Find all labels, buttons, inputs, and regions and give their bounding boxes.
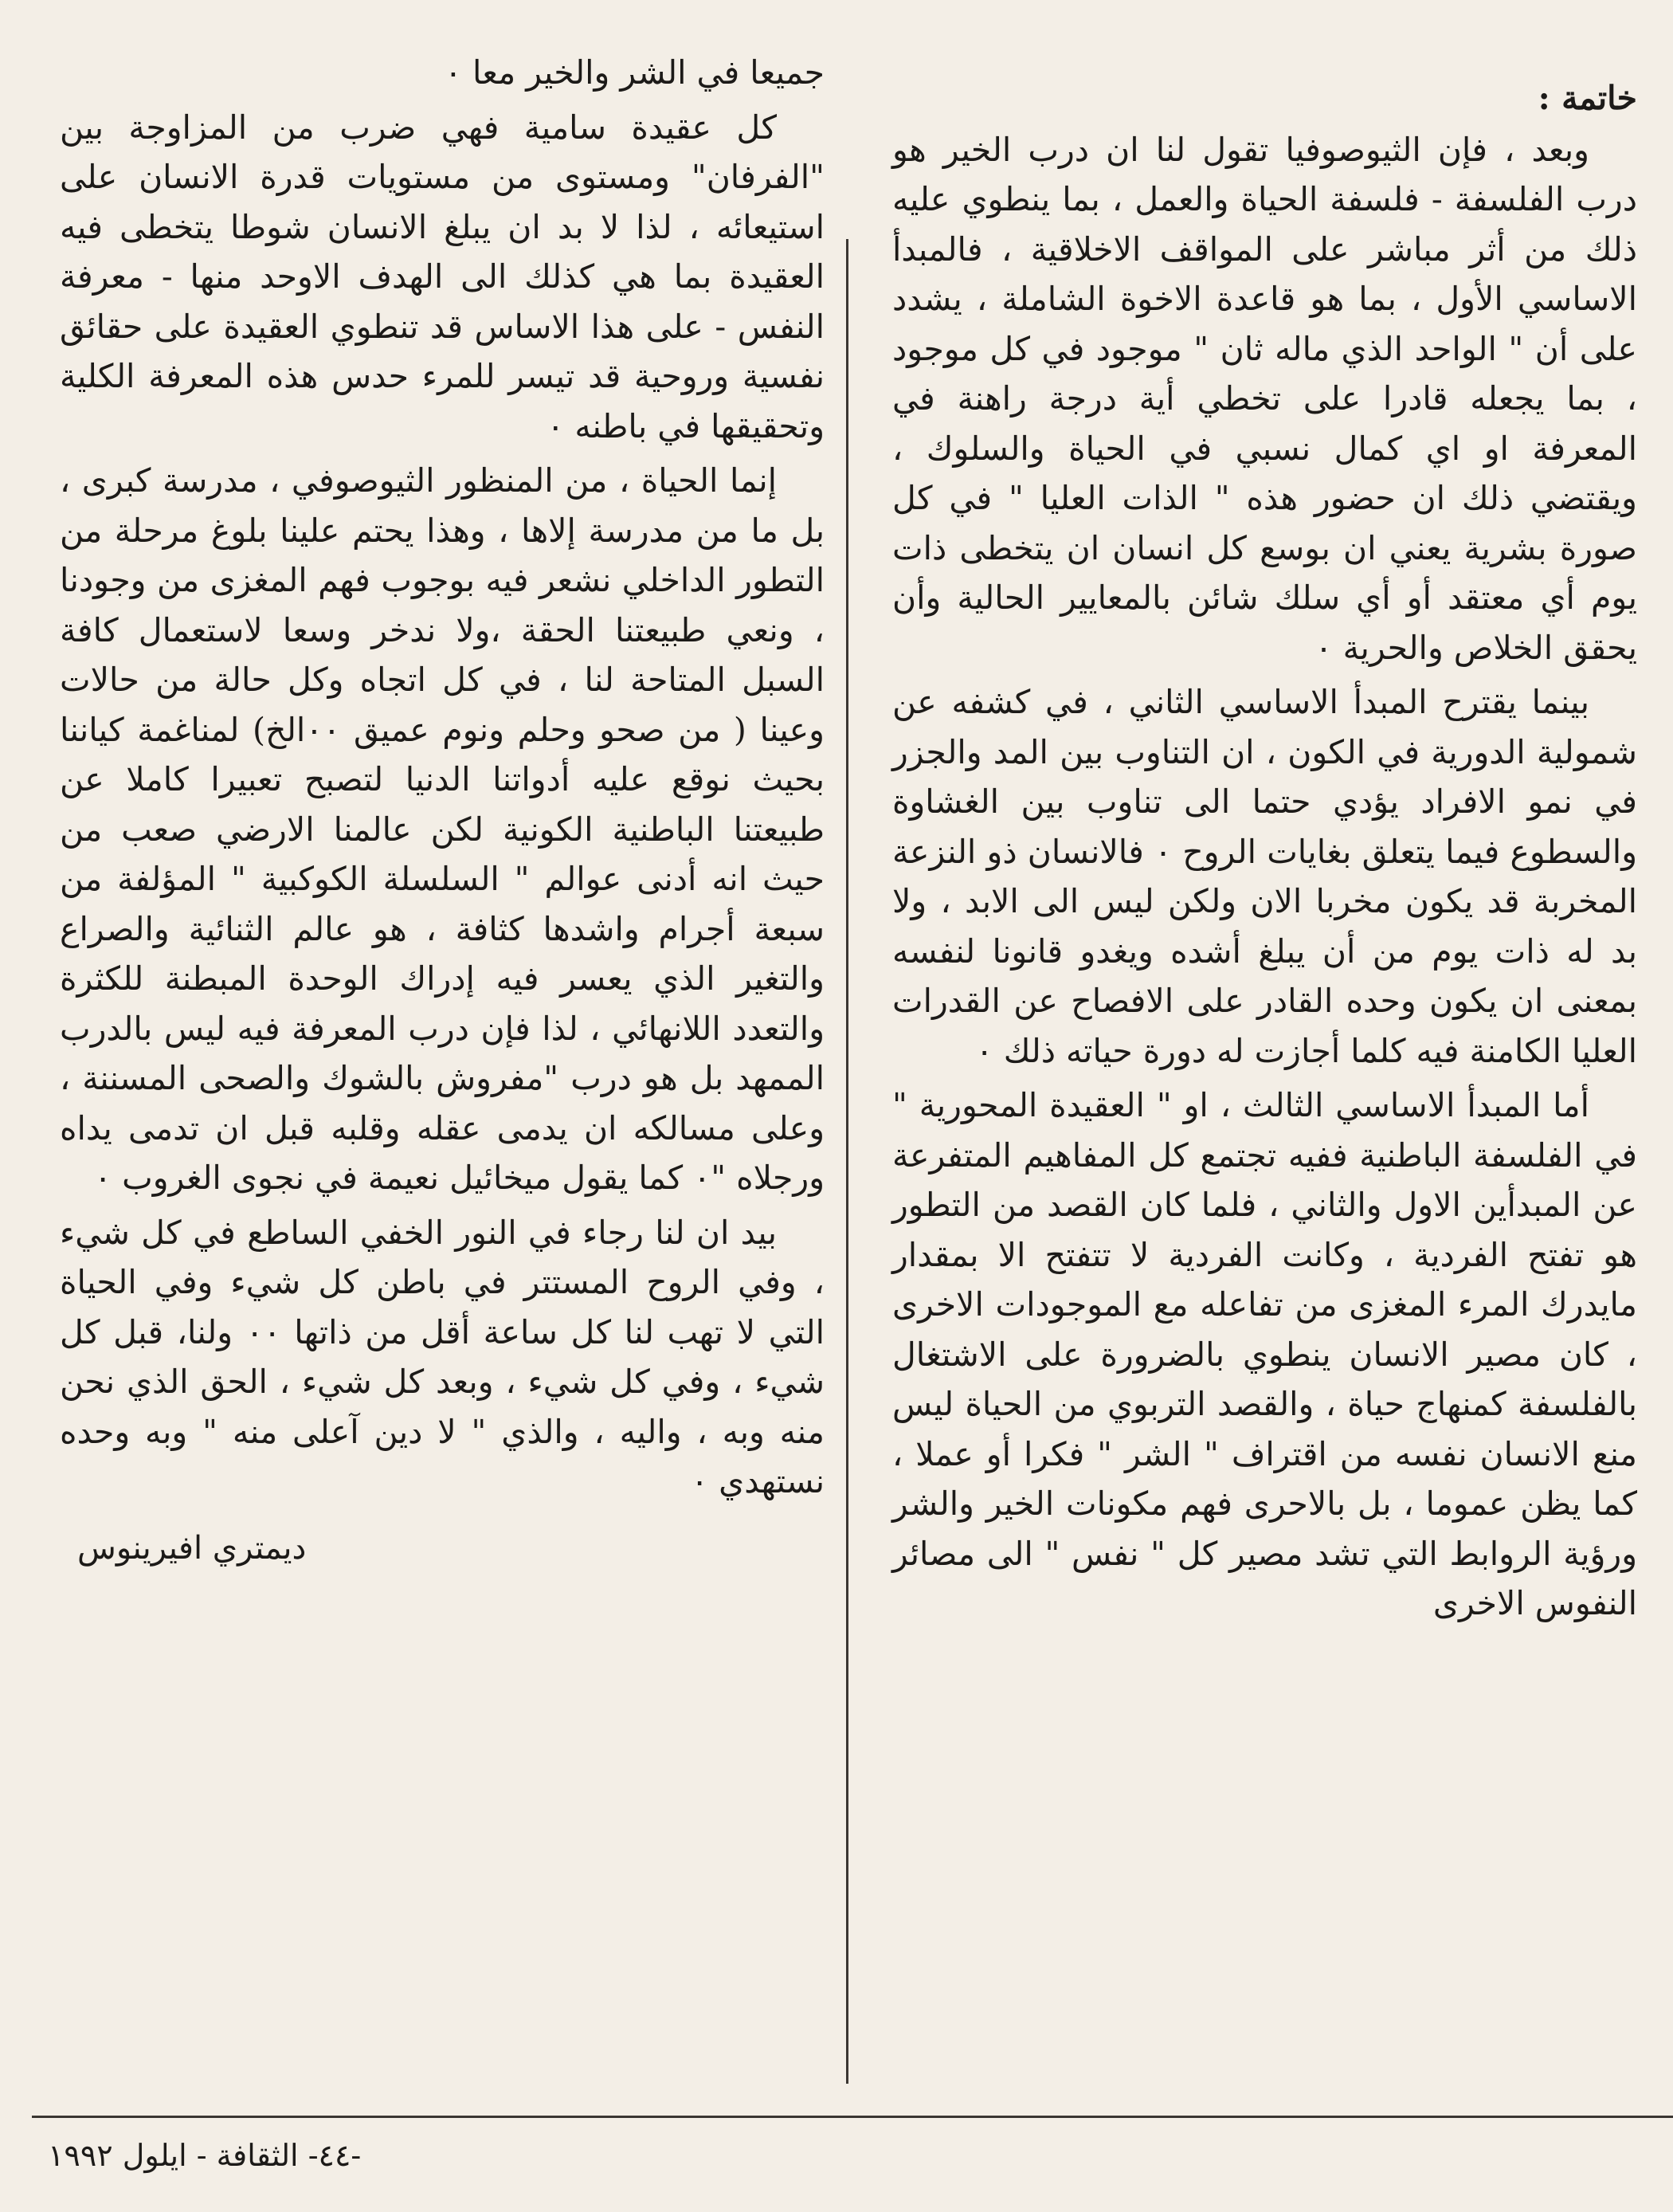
footer-rule: [32, 2116, 1673, 2118]
paragraph: إنما الحياة ، من المنظور الثيوصوفي ، مدرسة كبرى ، بل ما من مدرسة إلاها ، وهذا يحتم علينا بلوغ مرحلة من التطور الداخلي نشعر فيه بوجوب فهم المغزى من وجودنا ، ونعي طبيعتنا الحقة ،ولا ندخر وسعا لاستعمال كافة السبل المتاحة لنا ، في كل اتجاه وكل حالة من حالات وعينا ( من صحو وحلم ونوم عميق ٠٠الخ) لمناغمة كياننا بحيث نوقع عليه أدواتنا الدنيا لتصبح تعبيرا كاملا عن طبيعتنا الباطنية الكونية لكن عالمنا الارضي صعب من حيث انه أدنى عوالم " السلسلة الكوكبية " المؤلفة من سبعة أجرام واشدها كثافة ، هو عالم الثنائية والصراع والتغير الذي يعسر فيه إدراك الوحدة المبطنة للكثرة والتعدد اللانهائي ، لذا فإن درب المعرفة فيه ليس بالدرب الممهد بل هو درب "مفروش بالشوك والصحى المسننة ، وعلى مسالكه ان يدمى عقله وقلبه قبل ان تدمى يداه ورجلاه "٠ كما يقول ميخائيل نعيمة في نجوى الغروب ٠: [60, 461, 825, 1197]
left-column: [60, 48, 825, 1572]
paragraph: جميعا في الشر والخير معا ٠: [444, 53, 825, 92]
column-divider: [846, 239, 848, 2084]
paragraph: بيد ان لنا رجاء في النور الخفي الساطع في كل شيء ، وفي الروح المستتر في باطن كل شيء وفي الحياة التي لا تهب لنا كل ساعة أقل من ذاتها ٠٠ ولنا، قبل كل شيء ، وفي كل شيء ، وبعد كل شيء ، الحق الذي نحن منه وبه ، واليه ، والذي " لا دين آعلى منه " وبه وحده نستهدي ٠: [60, 1213, 825, 1500]
author-signature: ديمتري افيرينوس: [77, 1529, 307, 1567]
paragraph: وبعد ، فإن الثيوصوفيا تقول لنا ان درب الخير هو درب الفلسفة - فلسفة الحياة والعمل ، بما ينطوي عليه ذلك من أثر مباشر على المواقف الاخلاقية ، فالمبدأ الاساسي الأول ، بما هو قاعدة الاخوة الشاملة ، يشدد على أن " الواحد الذي ماله ثان " موجود في كل موجود ، بما يجعله قادرا على تخطي أية درجة راهنة في المعرفة او اي كمال نسبي في الحياة والسلوك ، ويقتضي ذلك ان حضور هذه " الذات العليا " في كل صورة بشرية يعني ان بوسع كل انسان ان يتخطى ذات يوم أي معتقد أو أي سلك شائن بالمعايير الحالية وأن يحقق الخلاص والحرية ٠: [892, 130, 1637, 667]
paragraph: كل عقيدة سامية فهي ضرب من المزاوجة بين "الفرفان" ومستوى من مستويات قدرة الانسان على استيعائه ، لذا لا بد ان يبلغ الانسان شوطا يتخطى فيه العقيدة بما هي كذلك الى الهدف الاوحد منها - معرفة النفس - على هذا الاساس قد تنطوي العقيدة على حقائق نفسية وروحية قد تيسر للمرء حدس هذه المعرفة الكلية وتحقيقها في باطنه ٠: [60, 108, 825, 445]
page-footer: -٤٤- الثقافة - ايلول ١٩٩٢: [48, 2138, 362, 2173]
paragraph: بينما يقترح المبدأ الاساسي الثاني ، في كشفه عن شمولية الدورية في الكون ، ان التناوب بين المد والجزر في نمو الافراد يؤدي حتما الى تناوب بين الغشاوة والسطوع فيما يتعلق بغايات الروح ٠ فالانسان ذو النزعة المخربة قد يكون مخربا الان ولكن ليس الى الابد ، ولا بد له ذات يوم من أن يبلغ أشده ويغدو قانونا لنفسه بمعنى ان يكون وحده القادر على الافصاح عن القدرات العليا الكامنة فيه كلما أجازت له دورة حياته ذلك ٠: [892, 683, 1637, 1070]
paragraph: أما المبدأ الاساسي الثالث ، او " العقيدة المحورية " في الفلسفة الباطنية ففيه تجتمع كل المفاهيم المتفرعة عن المبدأين الاول والثاني ، فلما كان القصد من التطور هو تفتح الفردية ، وكانت الفردية لا تتفتح الا بمقدار مايدرك المرء المغزى من تفاعله مع الموجودات الاخرى ، كان مصير الانسان ينطوي بالضرورة على الاشتغال بالفلسفة كمنهاج حياة ، والقصد التربوي من الحياة ليس منع الانسان نفسه من اقتراف " الشر " فكرا أو عملا ، كما يظن عموما ، بل بالاحرى فهم مكونات الخير والشر ورؤية الروابط التي تشد مصير كل " نفس " الى مصائر النفوس الاخرى: [892, 1086, 1637, 1622]
right-column: [892, 73, 1637, 1634]
section-heading: خاتمة :: [1538, 79, 1637, 117]
